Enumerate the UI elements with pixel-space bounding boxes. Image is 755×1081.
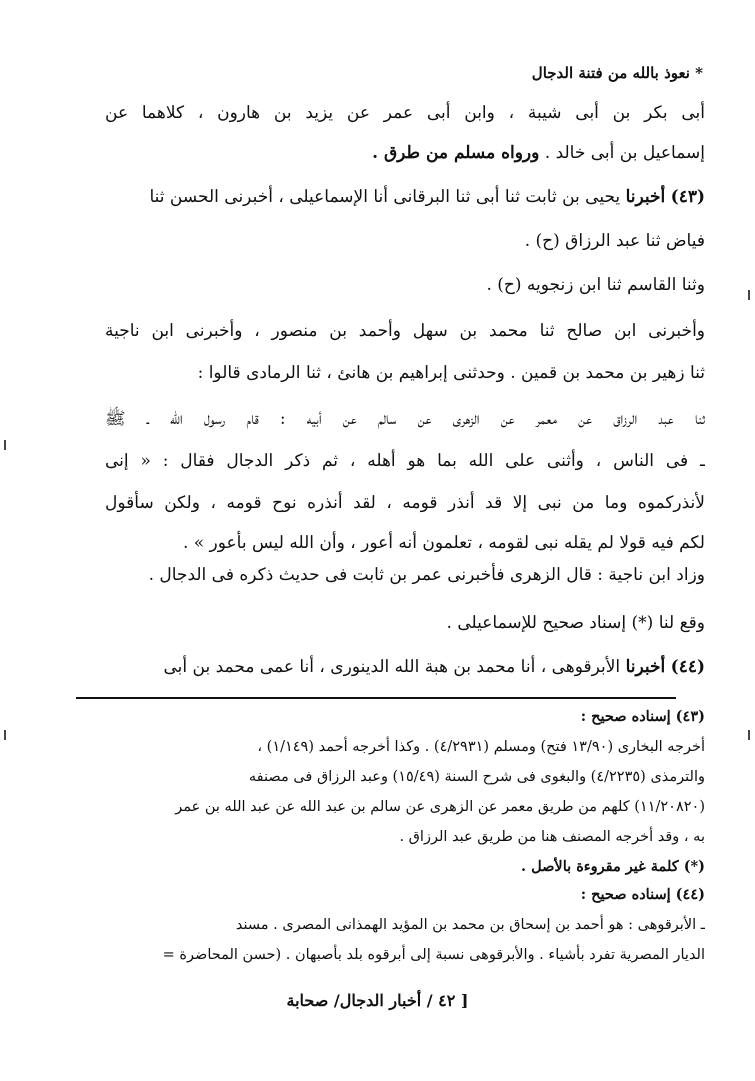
footnote-separator bbox=[76, 697, 676, 699]
text-line: وزاد ابن ناجية : قال الزهرى فأخبرنى عمر بن ثابت فى حديث ذكره فى الدجال . bbox=[148, 565, 705, 585]
hadith-number: (٤٤) bbox=[670, 657, 705, 677]
footnote-line: ـ الأبرقوهى : هو أحمد بن إسحاق بن محمد بن المؤيد الهمذانى المصرى . مسند bbox=[235, 917, 705, 933]
text-line: وقع لنا (*) إسناد صحيح للإسماعيلى . bbox=[446, 613, 705, 633]
scan-mark bbox=[4, 440, 6, 450]
scan-mark bbox=[748, 730, 750, 740]
footnote-star-note: (*) كلمة غير مقروءة بالأصل . bbox=[521, 858, 705, 875]
text-line: لكم فيه قولا لم يقله نبى لقومه ، تعلمون أنه أعور ، وأن الله ليس بأعور » . bbox=[182, 533, 705, 553]
text-line: ثنا زهير بن محمد بن قمين . وحدثنى إبراهيم بن هانئ ، ثنا الرمادى قالوا : bbox=[197, 363, 705, 383]
text-span: يحيى بن ثابت ثنا أبى ثنا البرقانى أنا الإسماعيلى ، أخبرنى الحسن ثنا bbox=[149, 187, 626, 207]
text-line: وثنا القاسم ثنا ابن زنجويه (ح) . bbox=[486, 275, 705, 295]
text-span: إسماعيل بن أبى خالد . bbox=[539, 143, 705, 163]
text-line: أبى بكر بن أبى شيبة ، وابن أبى عمر عن يزيد بن هارون ، كلاهما عن bbox=[105, 103, 705, 123]
footnote-line: والترمذى (٤/٢٢٣٥) والبغوى فى شرح السنة (١٥/٤٩) وعبد الرزاق فى مصنفه bbox=[248, 769, 705, 785]
text-line bbox=[105, 140, 705, 166]
footnote-line: أخرجه البخارى (١٣/٩٠ فتح) ومسلم (٤/٢٩٣١) . وكذا أخرجه أحمد (١/١٤٩) ، bbox=[257, 739, 705, 755]
scan-mark bbox=[4, 730, 6, 740]
hadith-43-first-line bbox=[65, 184, 705, 210]
footnote-line: (١١/٢٠٨٢٠) كلهم من طريق معمر عن الزهرى عن سالم بن عبد الله عن عبد الله بن عمر bbox=[175, 799, 705, 815]
page-footer: [ ٤٢ / أخبار الدجال/ صحابة bbox=[286, 991, 469, 1010]
text-line: لأنذركموه وما من نبى إلا قد أنذر قومه ، لقد أنذره نوح قومه ، ولكن سأقول bbox=[105, 493, 705, 513]
hadith-intro: أخبرنا bbox=[625, 187, 666, 207]
hadith-number: (٤٣) bbox=[670, 187, 705, 207]
text-span: الأبرقوهى ، أنا محمد بن هبة الله الدينورى ، أنا عمى محمد بن أبى bbox=[163, 657, 626, 677]
footnote-title: (٤٣) إسناده صحيح : bbox=[580, 708, 705, 725]
bold-phrase: ورواه مسلم من طرق . bbox=[372, 143, 540, 163]
hadith-44-first-line bbox=[65, 654, 705, 680]
footnote-title: (٤٤) إسناده صحيح : bbox=[580, 886, 705, 903]
text-line: ـ فى الناس ، وأثنى على الله بما هو أهله ، ثم ذكر الدجال فقال : « إنى bbox=[105, 451, 705, 471]
text-line: فياض ثنا عبد الرزاق (ح) . bbox=[524, 231, 705, 251]
hadith-intro: أخبرنا bbox=[625, 657, 666, 677]
footnote-line: به ، وقد أخرجه المصنف هنا من طريق عبد الرزاق . bbox=[399, 829, 705, 845]
footnote-line: الديار المصرية تفرد بأشياء . والأبرقوهى نسبة إلى أبرقوه بلد بأصبهان . (حسن المحاضرة = bbox=[162, 947, 705, 963]
running-header: * نعوذ بالله من فتنة الدجال bbox=[531, 64, 703, 82]
scan-mark bbox=[748, 290, 750, 300]
text-line: ثنا عبد الرزاق عن معمر عن الزهرى عن سالم عن أبيه : قام رسول الله ـ ﷺ bbox=[105, 409, 705, 429]
text-line: وأخبرنى ابن صالح ثنا محمد بن سهل وأحمد بن منصور ، وأخبرنى ابن ناجية bbox=[105, 321, 705, 341]
